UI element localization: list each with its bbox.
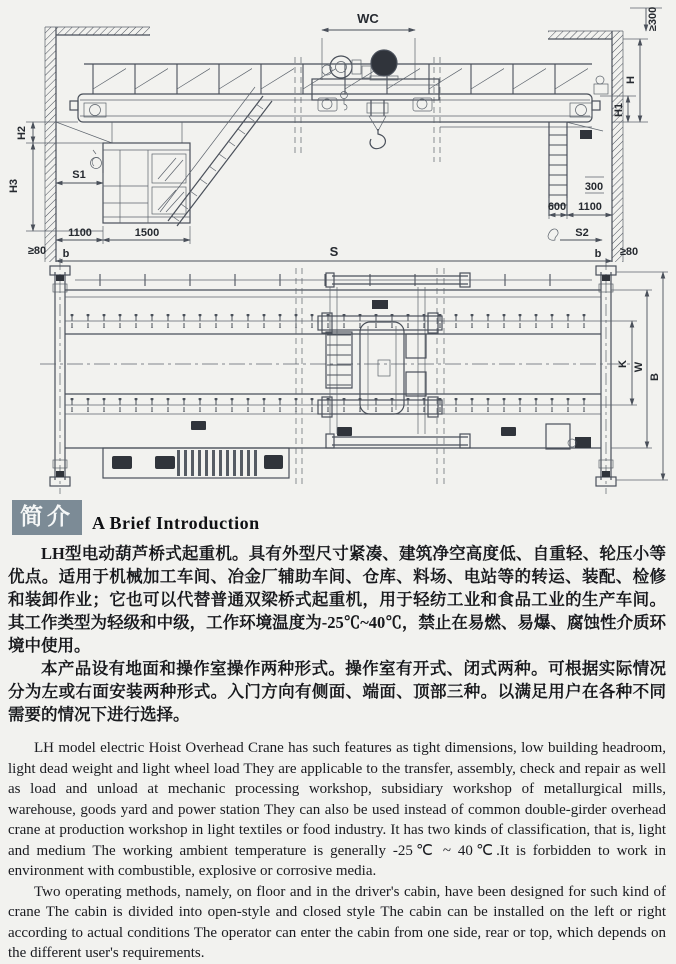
- dim-label-b-plan: B: [649, 373, 661, 381]
- dim-label-s: S: [329, 244, 339, 259]
- dim-label-b-right: b: [594, 248, 602, 260]
- hook-symbol-icon: [91, 150, 102, 169]
- hatch-pad: [155, 456, 175, 469]
- dim-label-s2: S2: [575, 227, 589, 239]
- intro-heading: A Brief Introduction: [92, 513, 260, 533]
- dim-label-s1: S1: [72, 169, 86, 181]
- dims-bottom-left: [28, 226, 612, 261]
- equipment-box: [546, 424, 570, 449]
- english-paragraph-1: LH model electric Hoist Overhead Crane has such features as tight dimensions, low building headroom, light dead weight and light wheel load They are applicable to the transfer, assembly, check and repair as well as load and unload at mechanic processing workshop, subsidiary workshop of metallurgical mills, warehouse, goods yard and power station They can also be used instead of common double-girder overhead crane at production workshop in light textiles or food industry. It has two kinds of classification, that is, light and medium The working ambient temperature is generally -25℃ ~ 40℃.It is forbidden to work in environment with combustible, explosive or corrosive media.: [8, 740, 666, 879]
- end-truck-right: [596, 258, 616, 494]
- dim-label-1100-left: 1100: [68, 227, 92, 239]
- dim-label-w: W: [633, 361, 645, 373]
- cabin-window-upper: [152, 154, 186, 183]
- hatch-pad: [112, 456, 132, 469]
- plan-view: [40, 258, 668, 494]
- dim-label-h2: H2: [16, 125, 28, 141]
- hoist-trolley-plan: [318, 273, 470, 448]
- dim-label-h1: H1: [613, 102, 625, 118]
- english-paragraph-2: Two operating methods, namely, on floor and in the driver's cabin, have been designed for such kind of crane The cabin is divided into open-style and closed style The cabin can be installed on the left or right according to actual conditions The operator can enter the cabin from one side, rear or top, which depends on the different user's requirements.: [8, 883, 666, 961]
- travel-drive: [575, 437, 591, 448]
- dim-wc: [322, 11, 415, 30]
- hatch-pad: [337, 427, 352, 436]
- introduction-section: [0, 500, 676, 964]
- introduction-header: [12, 500, 666, 535]
- intro-badge: 简介: [12, 500, 82, 535]
- dim-label-h3: H3: [8, 178, 20, 194]
- front-elevation-view: [8, 7, 662, 262]
- hatch-pad: [264, 455, 283, 469]
- stairway: [160, 87, 272, 226]
- dim-label-1500: 1500: [134, 227, 160, 239]
- dim-label-h: H: [625, 76, 637, 84]
- chinese-paragraph-2: 本产品设有地面和操作室操作两种形式。操作室有开式、闭式两种。可根据实际情况分为左或右面安装两种形式。入门方向有侧面、端面、顶部三种。以满足用户在各种不同需要的情况下进行选择。: [8, 659, 666, 724]
- walkway-grate: [176, 450, 258, 476]
- dim-label-wc: WC: [357, 11, 379, 26]
- end-truck-left: [50, 258, 70, 494]
- plan-walkway: [103, 421, 591, 478]
- plan-girder-bottom: [65, 394, 601, 448]
- hatch-pad: [191, 421, 206, 430]
- dim-label-1100-right: 1100: [578, 201, 602, 213]
- dim-label-b-left: b: [62, 248, 70, 260]
- hatch-pad: [501, 427, 516, 436]
- dim-label-min80-left: ≥80: [27, 245, 47, 257]
- chinese-paragraph-1: LH型电动葫芦桥式起重机。具有外型尺寸紧凑、建筑净空高度低、自重轻、轮压小等优点。适用于机械加工车间、冶金厂辅助车间、仓库、料场、电站等的转运、装配、检修和装卸作业；它也可以代替普通双梁桥式起重机，用于轻纺工业和食品工业的生产车间。其工作类型为轻级和中级，工作环境温度为-25℃~40℃，禁止在易燃、易爆、腐蚀性介质环境中使用。: [8, 544, 666, 655]
- plan-girder-top: [65, 274, 601, 334]
- hook-symbol-small-icon: [548, 229, 558, 240]
- dim-label-300: 300: [584, 181, 604, 193]
- dim-label-600: 600: [547, 201, 567, 213]
- section-break-lines-plan: [296, 268, 444, 484]
- dim-label-min80-right: ≥80: [619, 246, 639, 258]
- dim-label-min300-top: ≥300: [647, 6, 659, 32]
- dim-label-k: K: [617, 360, 629, 368]
